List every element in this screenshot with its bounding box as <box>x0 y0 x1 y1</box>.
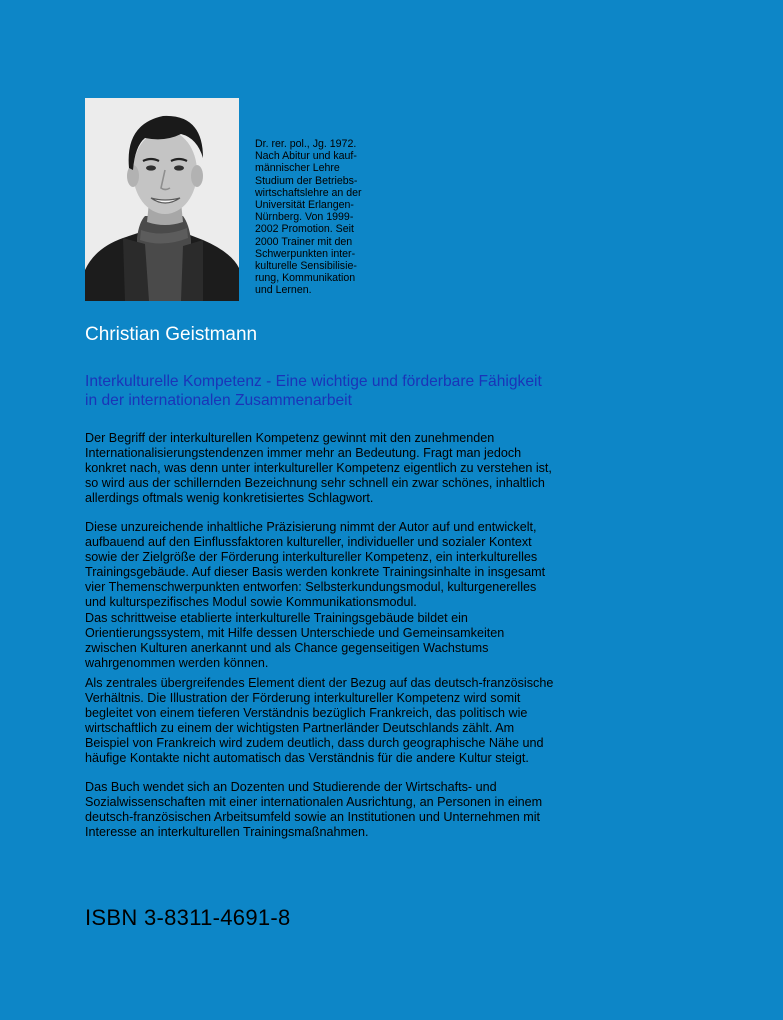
paragraph-line: Orientierungssystem, mit Hilfe dessen Unterschiede und Gemeinsamkeiten <box>85 625 505 640</box>
paragraph-line: sowie der Zielgröße der Förderung interkultureller Kompetenz, ein interkulturelles <box>85 550 538 565</box>
paragraph-line: Internationalisierungstendenzen immer mehr an Bedeutung. Fragt man jedoch <box>85 446 522 461</box>
subtitle-line: Interkulturelle Kompetenz - Eine wichtige und förderbare Fähigkeit <box>85 373 542 390</box>
paragraph-line: Das Buch wendet sich an Dozenten und Studierende der Wirtschafts- und <box>85 780 497 794</box>
subtitle-line: in der internationalen Zusammenarbeit <box>85 392 352 409</box>
author-bio <box>255 138 375 297</box>
bio-line: 2002 Promotion. Seit <box>255 223 354 236</box>
bio-line: männischer Lehre <box>255 162 340 175</box>
paragraph-line: Diese unzureichende inhaltliche Präzisierung nimmt der Autor auf und entwickelt, <box>85 520 537 534</box>
paragraph-line: häufige Kontakte nicht automatisch das Verständnis für die andere Kultur steigt. <box>85 751 529 766</box>
paragraph-line: Interesse an interkulturellen Trainingsmaßnahmen. <box>85 825 369 840</box>
author-photo <box>85 98 239 301</box>
bio-line: Studium der Betriebs- <box>255 174 358 187</box>
paragraph-line: vier Themenschwerpunkten entworfen: Selbsterkundungsmodul, kulturgenerelles <box>85 580 537 595</box>
paragraph-line: zwischen Kulturen anerkannt und als Chance gegenseitigen Wachstums <box>85 640 489 655</box>
paragraph-line: Als zentrales übergreifendes Element dient der Bezug auf das deutsch-französische <box>85 676 554 690</box>
paragraph-line: wahrgenommen werden können. <box>85 655 269 670</box>
bio-line: Nürnberg. Von 1999- <box>255 211 354 224</box>
paragraph-line: deutsch-französischen Arbeitsumfeld sowie an Institutionen und Unternehmen mit <box>85 810 541 825</box>
paragraph-line: Das schrittweise etablierte interkulturelle Trainingsgebäude bildet ein <box>85 610 468 625</box>
paragraph-line: Trainingsgebäude. Auf dieser Basis werden konkrete Trainingsinhalte in insgesamt <box>85 565 546 580</box>
isbn-number: ISBN 3-8311-4691-8 <box>85 905 291 930</box>
description-paragraph-2 <box>85 520 545 671</box>
bio-line: Universität Erlangen- <box>255 199 354 212</box>
paragraph-line: Beispiel von Frankreich wird zudem deutlich, dass durch geographische Nähe und <box>85 736 544 751</box>
bio-line: 2000 Trainer mit den <box>255 235 353 248</box>
description-paragraph-3 <box>85 676 553 767</box>
book-subtitle <box>85 372 542 410</box>
bio-line: rung, Kommunikation <box>255 272 356 285</box>
description-paragraph-1 <box>85 431 552 506</box>
paragraph-line: konkret nach, was denn unter interkultureller Kompetenz eigentlich zu verstehen ist, <box>85 461 552 476</box>
bio-line: Dr. rer. pol., Jg. 1972. <box>255 138 357 150</box>
paragraph-line: begleitet von einem tieferen Verständnis bezüglich Frankreich, das politisch wie <box>85 706 528 721</box>
paragraph-line: und kulturspezifisches Modul sowie Kommunikationsmodul. <box>85 595 417 610</box>
paragraph-line: aufbauend auf den Einflussfaktoren kultureller, individueller und sozialer Kontext <box>85 535 532 550</box>
description-paragraph-4 <box>85 780 542 840</box>
paragraph-line: wirtschaftlich zu einem der wichtigsten Partnerländer Deutschlands zählt. Am <box>85 721 515 736</box>
paragraph-line: Verhältnis. Die Illustration der Förderung interkultureller Kompetenz wird somit <box>85 691 521 706</box>
bio-line: wirtschaftslehre an der <box>255 186 362 199</box>
bio-line: Schwerpunkten inter- <box>255 247 356 260</box>
bio-line: kulturelle Sensibilisie- <box>255 260 357 273</box>
paragraph-line: allerdings oftmals wenig konkretisiertes Schlagwort. <box>85 491 374 506</box>
paragraph-line: Sozialwissenschaften mit einer internationalen Ausrichtung, an Personen in einem <box>85 795 543 810</box>
paragraph-line: so wird aus der schillernden Bezeichnung sehr schnell ein zwar schönes, inhaltlich <box>85 476 545 491</box>
bio-line: und Lernen. <box>255 284 312 297</box>
paragraph-line: Der Begriff der interkulturellen Kompetenz gewinnt mit den zunehmenden <box>85 431 495 445</box>
bio-line: Nach Abitur und kauf- <box>255 150 357 163</box>
author-name: Christian Geistmann <box>85 324 258 345</box>
